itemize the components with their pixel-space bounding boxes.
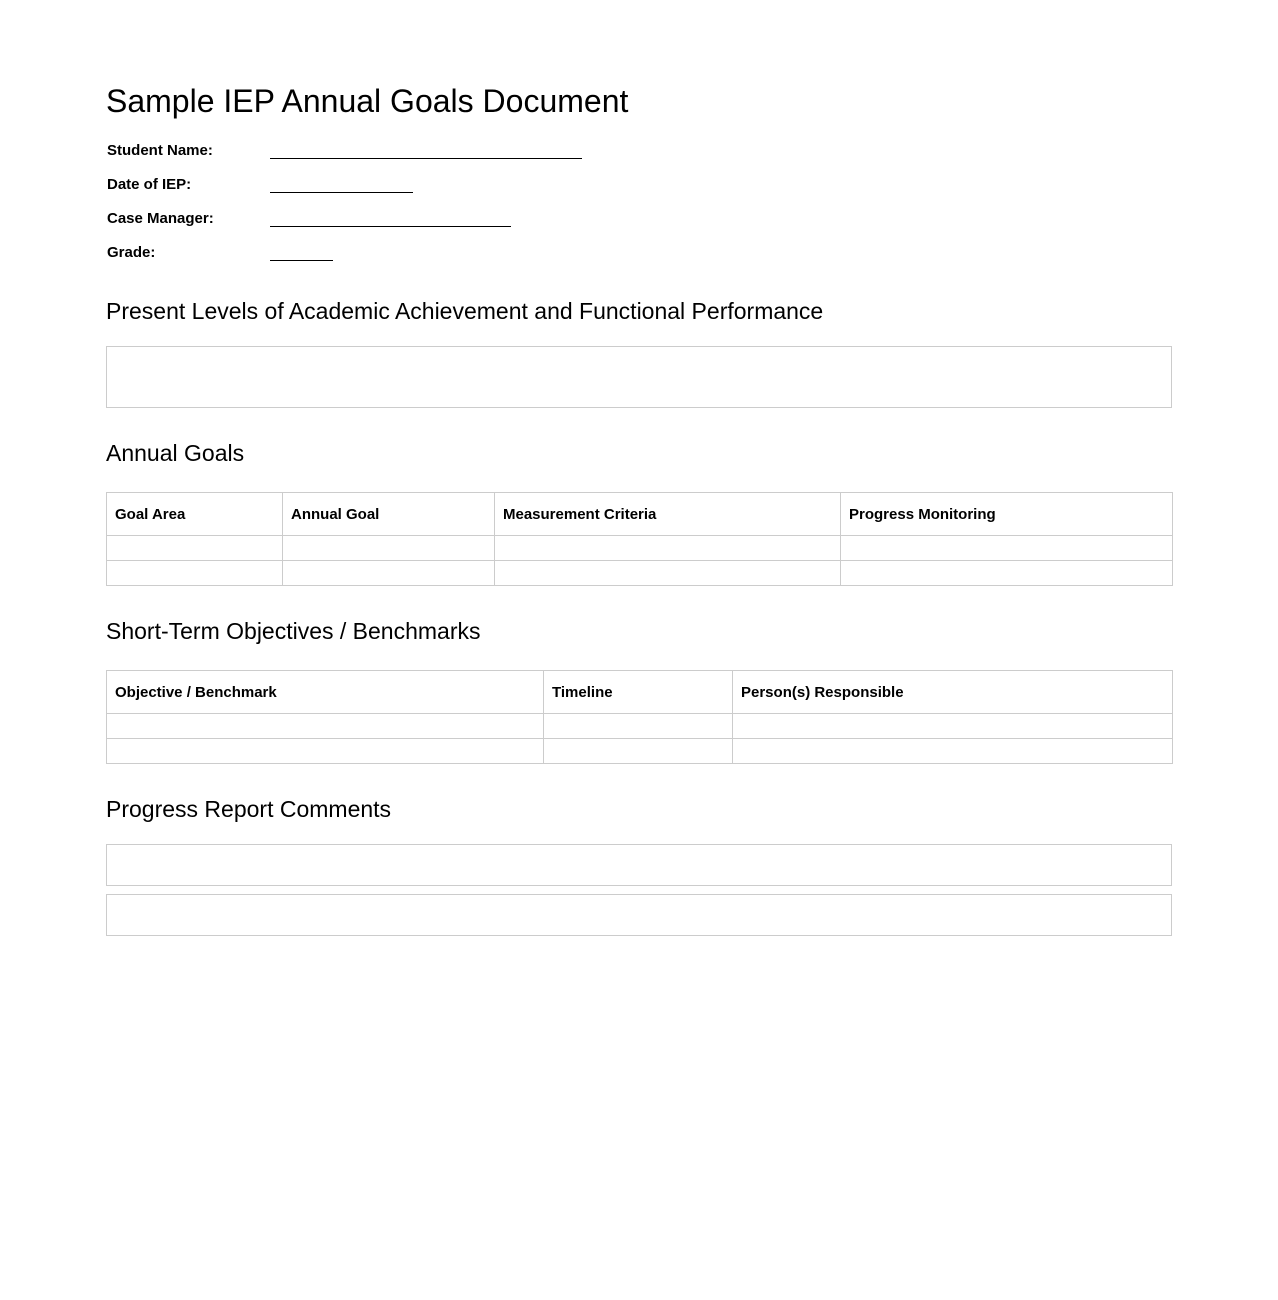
table-cell[interactable]	[283, 536, 495, 561]
table-cell[interactable]	[283, 561, 495, 586]
table-cell[interactable]	[107, 714, 544, 739]
field-label: Date of IEP:	[107, 176, 192, 193]
header-timeline: Timeline	[544, 671, 733, 714]
table-cell[interactable]	[841, 561, 1173, 586]
field-label: Case Manager:	[107, 210, 214, 227]
progress-comment-box[interactable]	[106, 844, 1172, 886]
table-cell[interactable]	[733, 714, 1173, 739]
table-cell[interactable]	[107, 561, 283, 586]
section-heading-present-levels: Present Levels of Academic Achievement and Functional Performance	[106, 298, 824, 324]
section-heading-objectives: Short-Term Objectives / Benchmarks	[106, 618, 481, 644]
date-of-iep-blank[interactable]	[270, 192, 413, 193]
table-row	[107, 536, 1173, 561]
section-heading-progress-comments: Progress Report Comments	[106, 796, 392, 822]
table-cell[interactable]	[495, 536, 841, 561]
header-progress-monitoring: Progress Monitoring	[841, 493, 1173, 536]
table-cell[interactable]	[733, 739, 1173, 764]
grade-blank[interactable]	[270, 260, 333, 261]
section-heading-annual-goals: Annual Goals	[106, 440, 245, 466]
annual-goals-table	[106, 492, 1173, 586]
header-goal-area: Goal Area	[107, 493, 283, 536]
table-cell[interactable]	[544, 739, 733, 764]
header-annual-goal: Annual Goal	[283, 493, 495, 536]
table-cell[interactable]	[107, 739, 544, 764]
table-cell[interactable]	[841, 536, 1173, 561]
table-row	[107, 739, 1173, 764]
table-header-row	[107, 671, 1173, 714]
progress-comment-box[interactable]	[106, 894, 1172, 936]
objectives-table	[106, 670, 1173, 764]
table-cell[interactable]	[544, 714, 733, 739]
table-row	[107, 714, 1173, 739]
field-label: Grade:	[107, 244, 156, 261]
page-title: Sample IEP Annual Goals Document	[106, 83, 629, 119]
table-header-row	[107, 493, 1173, 536]
table-cell[interactable]	[107, 536, 283, 561]
present-levels-box[interactable]	[106, 346, 1172, 408]
table-cell[interactable]	[495, 561, 841, 586]
field-label: Student Name:	[107, 142, 213, 159]
header-objective-benchmark: Objective / Benchmark	[107, 671, 544, 714]
header-persons-responsible: Person(s) Responsible	[733, 671, 1173, 714]
table-row	[107, 561, 1173, 586]
student-name-blank[interactable]	[270, 158, 582, 159]
case-manager-blank[interactable]	[270, 226, 511, 227]
header-measurement-criteria: Measurement Criteria	[495, 493, 841, 536]
